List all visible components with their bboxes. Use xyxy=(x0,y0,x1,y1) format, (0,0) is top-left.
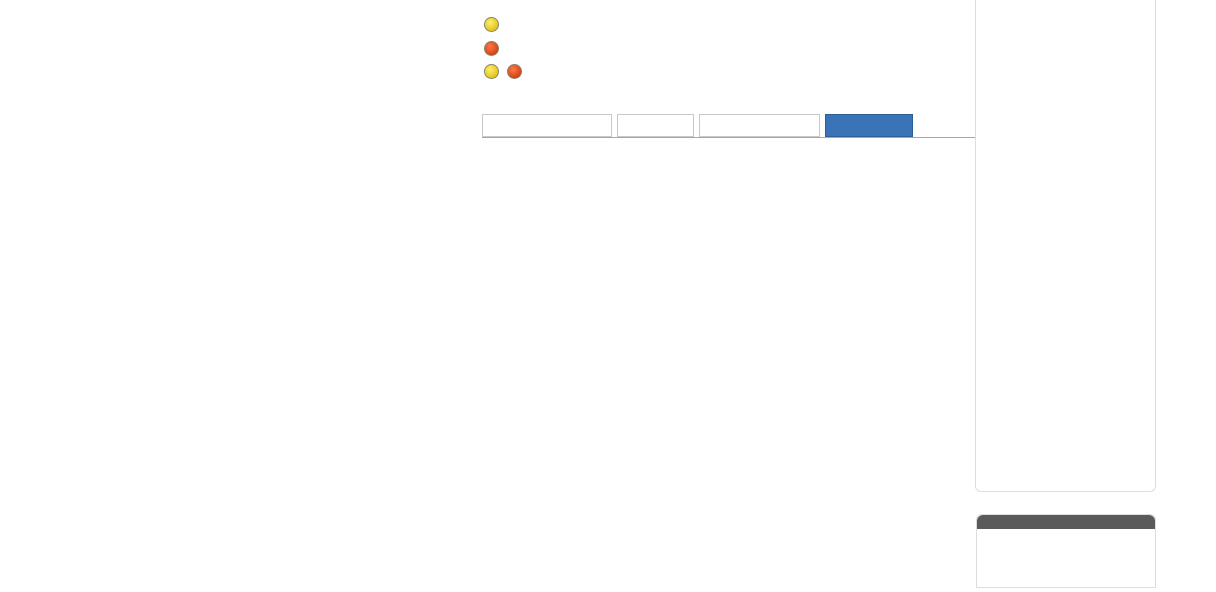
aspect-table xyxy=(484,156,944,588)
aspect-legend xyxy=(478,0,978,112)
legend-easy xyxy=(482,17,501,32)
happy-smiley-icon xyxy=(484,64,499,79)
angry-smiley-icon xyxy=(484,41,499,56)
angry-smiley-icon xyxy=(507,64,522,79)
partner-positions-sidebar xyxy=(975,0,1156,492)
chart-tabs xyxy=(482,114,976,138)
legend-combo xyxy=(482,64,524,79)
other-planet-positions-panel xyxy=(976,514,1156,588)
other-planet-positions-title xyxy=(977,515,1155,529)
tab-partner-a-x-partner-b[interactable] xyxy=(482,114,612,137)
legend-conflict xyxy=(482,41,501,56)
tab-alternative-graphics[interactable] xyxy=(699,114,820,137)
synastry-chart-wheel xyxy=(0,0,480,500)
wheel-svg xyxy=(0,0,480,500)
aspect-table-svg xyxy=(484,156,944,588)
tab-aspect-tables[interactable] xyxy=(825,114,913,137)
happy-smiley-icon xyxy=(484,17,499,32)
tab-switch-b-x-a[interactable] xyxy=(617,114,694,137)
